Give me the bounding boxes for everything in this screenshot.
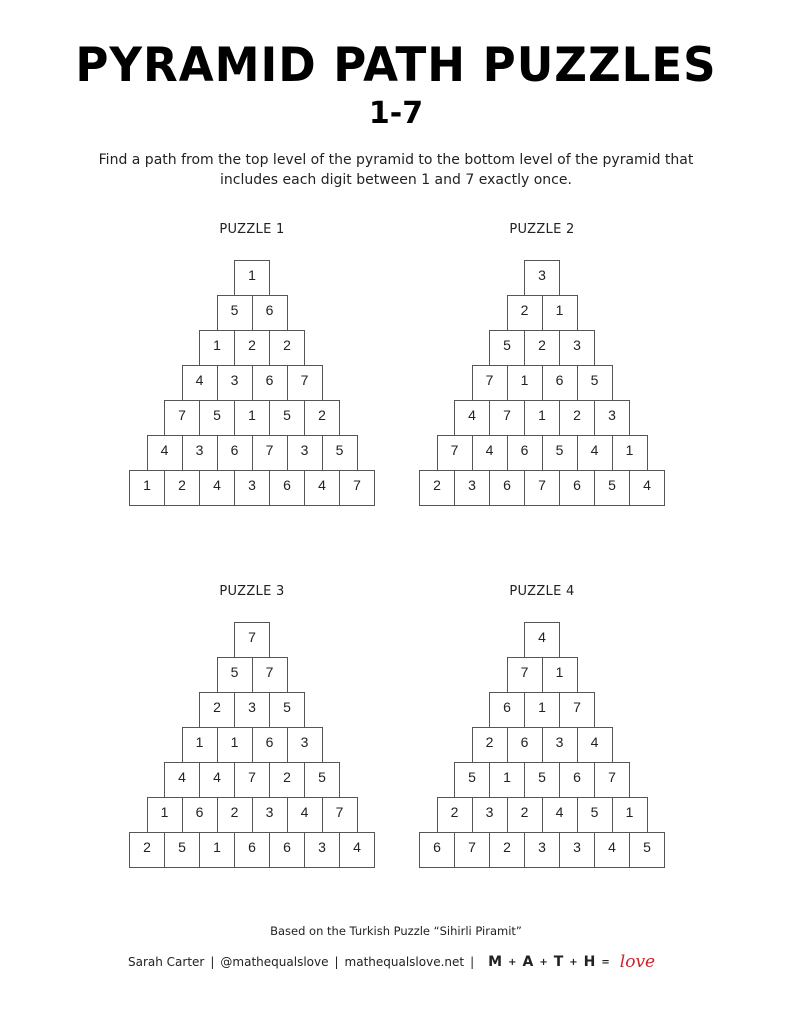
pyramid-cell[interactable]: 2 — [269, 330, 305, 366]
pyramid-cell[interactable]: 2 — [559, 400, 595, 436]
pyramid-cell[interactable]: 4 — [182, 365, 218, 401]
pyramid-cell[interactable]: 7 — [339, 470, 375, 506]
pyramid-cell[interactable]: 6 — [182, 797, 218, 833]
pyramid-cell[interactable]: 5 — [524, 762, 560, 798]
plus-icon: + — [539, 956, 548, 968]
pyramid-cell[interactable]: 3 — [524, 832, 560, 868]
pyramid-row — [489, 330, 595, 366]
puzzle-title: PUZZLE 3 — [219, 584, 285, 599]
pyramid-cell[interactable]: 7 — [322, 797, 358, 833]
pyramid-cell[interactable]: 7 — [234, 622, 270, 658]
pyramid-cell[interactable]: 2 — [269, 762, 305, 798]
pyramid-cell[interactable]: 4 — [577, 435, 613, 471]
pyramid-cell[interactable]: 6 — [419, 832, 455, 868]
pyramid-cell[interactable]: 1 — [507, 365, 543, 401]
pyramid-cell[interactable]: 2 — [524, 330, 560, 366]
puzzle-title: PUZZLE 2 — [509, 222, 575, 237]
pyramid-row — [437, 435, 648, 471]
pyramid-cell[interactable]: 6 — [559, 762, 595, 798]
pyramid-cell[interactable]: 2 — [507, 295, 543, 331]
footer-credit — [128, 952, 655, 972]
plus-icon: + — [569, 956, 578, 968]
pyramid-cell[interactable]: 1 — [234, 260, 270, 296]
pyramid-cell[interactable]: 6 — [559, 470, 595, 506]
pyramid-row — [472, 727, 613, 763]
pyramid-cell[interactable]: 7 — [164, 400, 200, 436]
pyramid-cell[interactable]: 3 — [559, 330, 595, 366]
pyramid-cell[interactable]: 3 — [542, 727, 578, 763]
pyramid-row — [199, 330, 305, 366]
math-equals-love-logo — [488, 952, 655, 972]
instructions — [60, 150, 732, 190]
pyramid-cell[interactable]: 6 — [507, 435, 543, 471]
pyramid-cell[interactable]: 6 — [269, 832, 305, 868]
pyramid-cell[interactable]: 1 — [542, 657, 578, 693]
pyramid-cell[interactable]: 5 — [577, 797, 613, 833]
pyramid-cell[interactable]: 7 — [252, 435, 288, 471]
pyramid-cell[interactable]: 3 — [559, 832, 595, 868]
pyramid-row — [419, 470, 665, 506]
pyramid-cell[interactable]: 1 — [489, 762, 525, 798]
pyramid-cell[interactable]: 7 — [559, 692, 595, 728]
pyramid-cell[interactable]: 1 — [612, 435, 648, 471]
pyramid-cell[interactable]: 2 — [234, 330, 270, 366]
pyramid-row — [507, 295, 578, 331]
pyramid-cell[interactable]: 1 — [542, 295, 578, 331]
pyramid-cell[interactable]: 5 — [164, 832, 200, 868]
pyramid-row — [147, 797, 358, 833]
pyramid-cell[interactable]: 1 — [217, 727, 253, 763]
pyramid-cell[interactable]: 2 — [164, 470, 200, 506]
pyramid-cell[interactable]: 2 — [129, 832, 165, 868]
pyramid-row — [489, 692, 595, 728]
pyramid-cell[interactable]: 6 — [252, 727, 288, 763]
pyramid-row — [419, 832, 665, 868]
pyramid-cell[interactable]: 5 — [304, 762, 340, 798]
pyramid-cell[interactable]: 7 — [507, 657, 543, 693]
pyramid-row — [217, 657, 288, 693]
pyramid-cell[interactable]: 5 — [217, 295, 253, 331]
puzzle-title: PUZZLE 4 — [509, 584, 575, 599]
pyramid-row — [507, 657, 578, 693]
pyramid-row — [234, 260, 270, 296]
website-link[interactable]: mathequalslove.net — [344, 955, 465, 969]
logo-letter: T — [553, 954, 564, 970]
pyramid-cell[interactable]: 6 — [542, 365, 578, 401]
pyramid-cell[interactable]: 1 — [524, 400, 560, 436]
pyramid-cell[interactable]: 2 — [489, 832, 525, 868]
pyramid-row — [524, 260, 560, 296]
pyramid-cell[interactable]: 4 — [287, 797, 323, 833]
pyramid-cell[interactable]: 1 — [234, 400, 270, 436]
pyramid-cell[interactable]: 3 — [472, 797, 508, 833]
pyramid-cell[interactable]: 1 — [199, 832, 235, 868]
author-name: Sarah Carter — [128, 955, 205, 969]
pyramid-cell[interactable]: 4 — [524, 622, 560, 658]
love-script: love — [619, 952, 656, 972]
pyramid-cell[interactable]: 1 — [129, 470, 165, 506]
pyramid-cell[interactable]: 2 — [199, 692, 235, 728]
pyramid-row — [437, 797, 648, 833]
pyramid-cell[interactable]: 3 — [287, 727, 323, 763]
pyramid-cell[interactable]: 2 — [507, 797, 543, 833]
source-note: Based on the Turkish Puzzle “Sihirli Piramit” — [270, 924, 522, 938]
pyramid-cell[interactable]: 3 — [234, 692, 270, 728]
pyramid-row — [217, 295, 288, 331]
pyramid-row — [454, 400, 630, 436]
separator: | — [210, 955, 215, 969]
pyramid-cell[interactable]: 6 — [252, 365, 288, 401]
pyramid-cell[interactable]: 6 — [507, 727, 543, 763]
pyramid-cell[interactable]: 7 — [234, 762, 270, 798]
pyramid-cell[interactable]: 3 — [304, 832, 340, 868]
pyramid-row — [524, 622, 560, 658]
pyramid-cell[interactable]: 7 — [454, 832, 490, 868]
pyramid-row — [234, 622, 270, 658]
pyramid-cell[interactable]: 5 — [489, 330, 525, 366]
pyramid-cell[interactable]: 7 — [594, 762, 630, 798]
pyramid-cell[interactable]: 3 — [454, 470, 490, 506]
pyramid-cell[interactable]: 4 — [472, 435, 508, 471]
pyramid-cell[interactable]: 3 — [594, 400, 630, 436]
pyramid-cell[interactable]: 4 — [147, 435, 183, 471]
equals-icon: = — [601, 956, 610, 968]
page-title: PYRAMID PATH PUZZLES — [75, 38, 717, 93]
pyramid-row — [199, 692, 305, 728]
pyramid-cell[interactable]: 1 — [524, 692, 560, 728]
pyramid-cell[interactable]: 3 — [252, 797, 288, 833]
pyramid-cell[interactable]: 4 — [199, 470, 235, 506]
instructions-line-1: Find a path from the top level of the pyramid to the bottom level of the pyramid that — [98, 152, 694, 168]
pyramid-row — [164, 400, 340, 436]
pyramid-cell[interactable]: 7 — [472, 365, 508, 401]
pyramid-cell[interactable]: 4 — [577, 727, 613, 763]
pyramid-cell[interactable]: 5 — [217, 657, 253, 693]
pyramid-cell[interactable]: 4 — [304, 470, 340, 506]
pyramid-row — [129, 832, 375, 868]
pyramid-cell[interactable]: 7 — [489, 400, 525, 436]
pyramid-row — [182, 365, 323, 401]
pyramid-cell[interactable]: 4 — [454, 400, 490, 436]
pyramid-cell[interactable]: 3 — [287, 435, 323, 471]
separator: | — [470, 955, 475, 969]
pyramid-row — [147, 435, 358, 471]
pyramid-cell[interactable]: 7 — [437, 435, 473, 471]
plus-icon: + — [508, 956, 517, 968]
pyramid-cell[interactable]: 6 — [489, 692, 525, 728]
page-subtitle: 1-7 — [368, 96, 424, 131]
pyramid-cell[interactable]: 5 — [269, 400, 305, 436]
logo-letter: M — [488, 954, 503, 970]
pyramid-cell[interactable]: 4 — [164, 762, 200, 798]
pyramid-cell[interactable]: 6 — [269, 470, 305, 506]
pyramid-cell[interactable]: 1 — [182, 727, 218, 763]
pyramid-cell[interactable]: 2 — [437, 797, 473, 833]
pyramid-cell[interactable]: 3 — [234, 470, 270, 506]
pyramid-cell[interactable]: 5 — [542, 435, 578, 471]
pyramid-cell[interactable]: 2 — [472, 727, 508, 763]
pyramid-cell[interactable]: 1 — [612, 797, 648, 833]
pyramid-cell[interactable]: 2 — [304, 400, 340, 436]
pyramid-cell[interactable]: 1 — [199, 330, 235, 366]
pyramid-cell[interactable]: 4 — [629, 470, 665, 506]
pyramid-cell[interactable]: 6 — [217, 435, 253, 471]
pyramid-cell[interactable]: 7 — [252, 657, 288, 693]
pyramid-cell[interactable]: 6 — [489, 470, 525, 506]
pyramid-row — [472, 365, 613, 401]
separator: | — [334, 955, 339, 969]
pyramid-cell[interactable]: 7 — [524, 470, 560, 506]
pyramid-row — [182, 727, 323, 763]
pyramid-cell[interactable]: 5 — [629, 832, 665, 868]
logo-letter: H — [583, 954, 596, 970]
pyramid-cell[interactable]: 4 — [542, 797, 578, 833]
puzzle-title: PUZZLE 1 — [219, 222, 285, 237]
instructions-line-2: includes each digit between 1 and 7 exactly once. — [220, 172, 572, 188]
pyramid-row — [454, 762, 630, 798]
pyramid-row — [164, 762, 340, 798]
pyramid-cell[interactable]: 5 — [454, 762, 490, 798]
pyramid-cell[interactable]: 4 — [594, 832, 630, 868]
pyramid-cell[interactable]: 2 — [217, 797, 253, 833]
pyramid-cell[interactable]: 7 — [287, 365, 323, 401]
logo-letter: A — [522, 954, 534, 970]
pyramid-cell[interactable]: 1 — [147, 797, 183, 833]
pyramid-row — [129, 470, 375, 506]
pyramid-cell[interactable]: 5 — [199, 400, 235, 436]
pyramid-cell[interactable]: 3 — [217, 365, 253, 401]
pyramid-cell[interactable]: 5 — [594, 470, 630, 506]
social-handle: @mathequalslove — [220, 955, 329, 969]
pyramid-cell[interactable]: 5 — [269, 692, 305, 728]
pyramid-cell[interactable]: 5 — [322, 435, 358, 471]
pyramid-cell[interactable]: 4 — [339, 832, 375, 868]
pyramid-cell[interactable]: 5 — [577, 365, 613, 401]
pyramid-cell[interactable]: 3 — [524, 260, 560, 296]
pyramid-cell[interactable]: 2 — [419, 470, 455, 506]
pyramid-cell[interactable]: 6 — [234, 832, 270, 868]
pyramid-cell[interactable]: 4 — [199, 762, 235, 798]
pyramid-cell[interactable]: 6 — [252, 295, 288, 331]
pyramid-cell[interactable]: 3 — [182, 435, 218, 471]
